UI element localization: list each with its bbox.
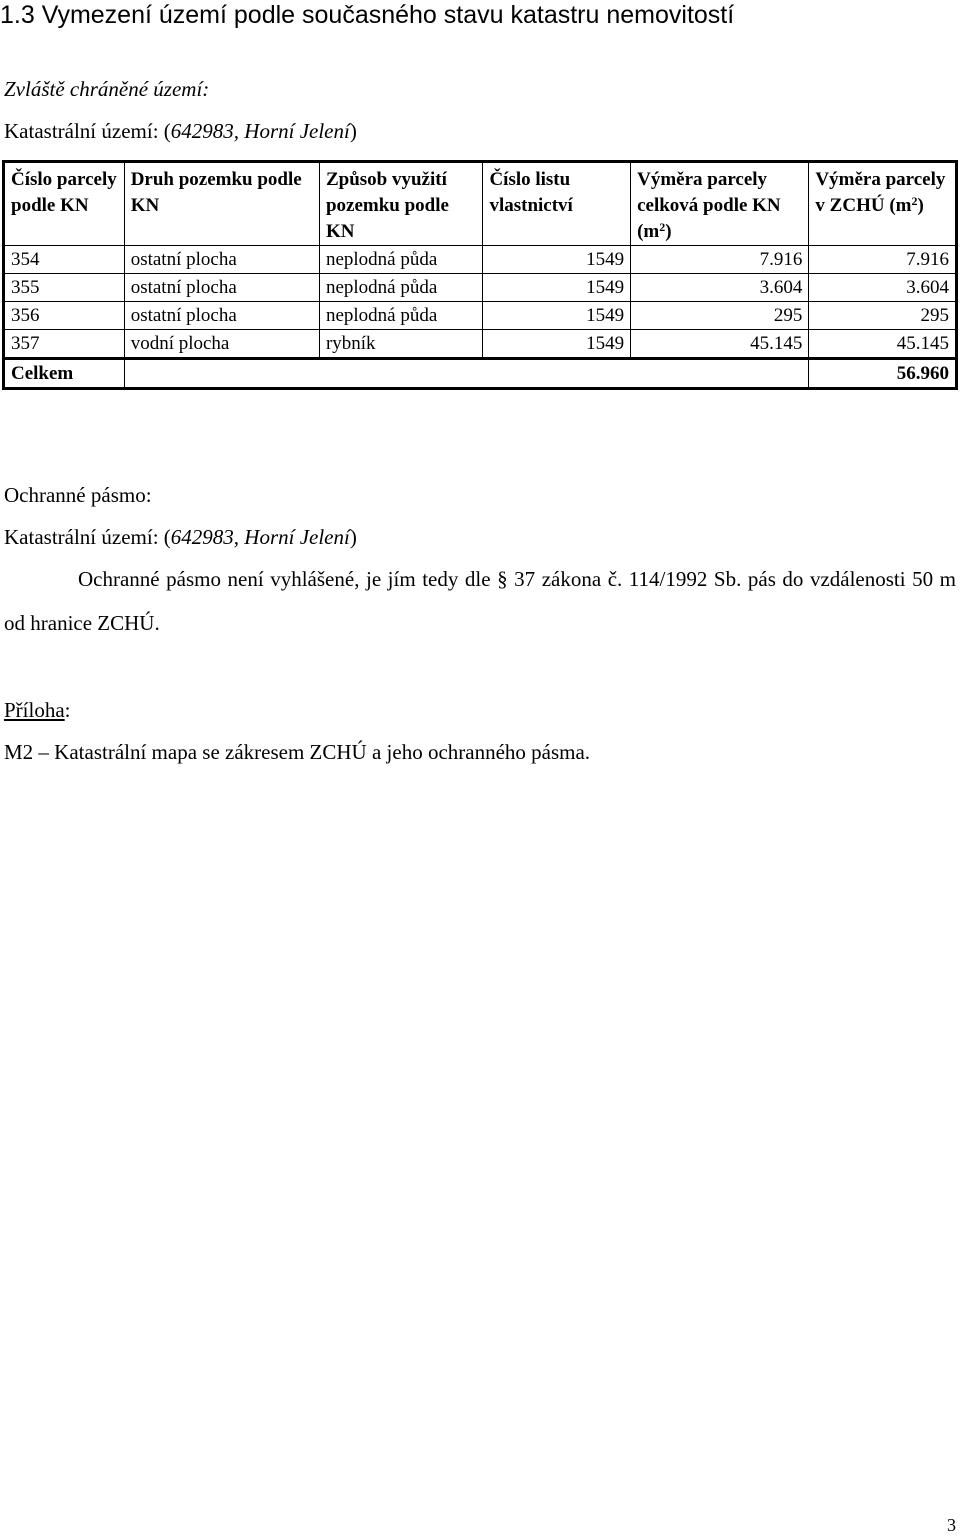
- col-header-area-total-close: ): [665, 221, 672, 242]
- cell-area-total: 295: [631, 302, 809, 330]
- cell-lv: 1549: [483, 330, 631, 359]
- cell-parcel: 355: [4, 274, 125, 302]
- col-header-area-total: [631, 162, 809, 246]
- parcel-table: [2, 160, 958, 390]
- cell-type: vodní plocha: [124, 330, 319, 359]
- total-value: 56.960: [809, 359, 957, 389]
- cell-lv: 1549: [483, 274, 631, 302]
- cell-type: ostatní plocha: [124, 246, 319, 274]
- op-paragraph: [4, 557, 956, 645]
- cell-type: ostatní plocha: [124, 274, 319, 302]
- zchu-label: Zvláště chráněné území:: [4, 77, 210, 101]
- cell-area-total: 3.604: [631, 274, 809, 302]
- table-total-row: [4, 359, 957, 389]
- cell-use: rybník: [319, 330, 482, 359]
- op-text: Ochranné pásmo není vyhlášené, je jím tedy dle § 37 zákona č. 114/1992 Sb. pás do vzdálenosti 50 m od hranice ZCHÚ.: [4, 567, 956, 635]
- cell-parcel: 354: [4, 246, 125, 274]
- cell-area-zchu: 3.604: [809, 274, 957, 302]
- cell-lv: 1549: [483, 246, 631, 274]
- cell-use: neplodná půda: [319, 246, 482, 274]
- appendix-heading: [4, 697, 71, 723]
- page-number: 3: [947, 1515, 956, 1535]
- appendix-colon: :: [64, 698, 71, 722]
- col-header-area-zchu-text: Výměra parcely v ZCHÚ (m: [815, 169, 946, 216]
- cadastre-value: 642983, Horní Jelení: [170, 119, 350, 143]
- col-header-parcel: Číslo parcely podle KN: [4, 162, 125, 246]
- cell-parcel: 357: [4, 330, 125, 359]
- appendix-label: Příloha: [4, 698, 65, 722]
- table-row: [4, 274, 957, 302]
- unit-exponent: 2: [659, 220, 666, 234]
- cell-type: ostatní plocha: [124, 302, 319, 330]
- cell-area-zchu: 295: [809, 302, 957, 330]
- cadastre-close: ): [349, 525, 357, 549]
- col-header-type: Druh pozemku podle KN: [124, 162, 319, 246]
- cadastre-label: Katastrální území: (: [4, 525, 171, 549]
- cell-use: neplodná půda: [319, 274, 482, 302]
- col-header-area-total-text: Výměra parcely celková podle KN (m: [637, 169, 781, 242]
- cell-area-zchu: 45.145: [809, 330, 957, 359]
- cadastre-value: 642983, Horní Jelení: [170, 525, 350, 549]
- section-heading: 1.3 Vymezení území podle současného stavu katastru nemovitostí: [0, 1, 735, 29]
- table-row: [4, 330, 957, 359]
- op-label: Ochranné pásmo:: [4, 483, 152, 507]
- cell-area-total: 45.145: [631, 330, 809, 359]
- col-header-lv: Číslo listu vlastnictví: [483, 162, 631, 246]
- total-spacer: [124, 359, 809, 389]
- cell-lv: 1549: [483, 302, 631, 330]
- col-header-area-zchu-close: ): [917, 195, 924, 216]
- cell-area-zchu: 7.916: [809, 246, 957, 274]
- col-header-area-zchu: [809, 162, 957, 246]
- cell-area-total: 7.916: [631, 246, 809, 274]
- op-cadastre: [4, 524, 357, 550]
- cell-parcel: 356: [4, 302, 125, 330]
- appendix-item: M2 – Katastrální mapa se zákresem ZCHÚ a jeho ochranného pásma.: [4, 740, 591, 764]
- unit-exponent: 2: [911, 194, 918, 208]
- table-header-row: [4, 162, 957, 246]
- zchu-cadastre: [4, 118, 357, 144]
- cell-use: neplodná půda: [319, 302, 482, 330]
- table-row: [4, 302, 957, 330]
- total-label: Celkem: [4, 359, 125, 389]
- table-row: [4, 246, 957, 274]
- cadastre-close: ): [349, 119, 357, 143]
- cadastre-label: Katastrální území: (: [4, 119, 171, 143]
- col-header-use: Způsob využití pozemku podle KN: [319, 162, 482, 246]
